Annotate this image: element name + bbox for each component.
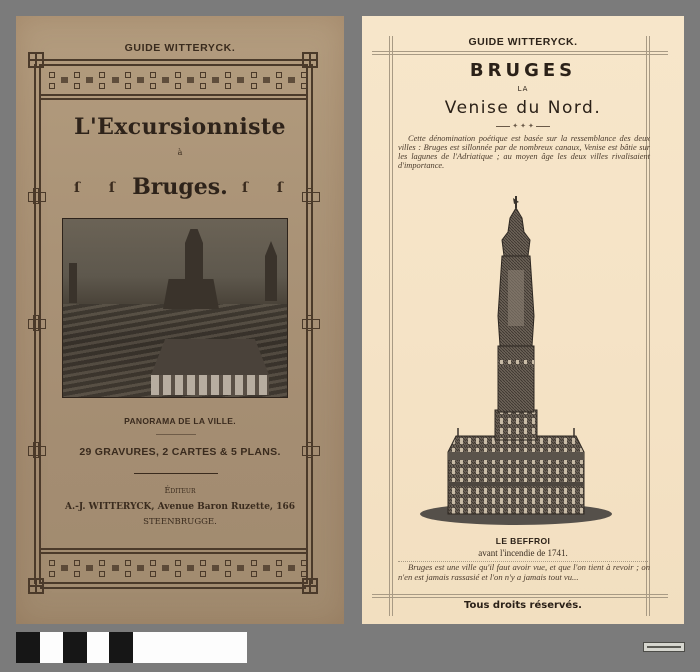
photo-church	[163, 279, 219, 309]
scale-segment	[16, 632, 40, 663]
swash-ornament-right: ſ ſ	[242, 180, 295, 196]
swash-ornament-left: ſ ſ	[74, 180, 127, 196]
knot-ornament	[28, 319, 46, 329]
fleuron-ornament: ✦ ✦ ✦	[482, 123, 564, 129]
cover-title: L'Excursionniste	[74, 114, 286, 140]
decorative-band-bottom	[46, 555, 310, 581]
decorative-band-top	[46, 67, 310, 93]
frame-line	[372, 597, 668, 598]
divider	[134, 473, 218, 474]
scale-segment	[87, 632, 109, 663]
frame-line	[40, 548, 306, 550]
frame-line	[40, 94, 306, 96]
frame-line	[40, 64, 306, 66]
scale-segment	[63, 632, 87, 663]
divider	[156, 434, 196, 435]
corner-ornament	[28, 578, 44, 594]
guide-label: GUIDE WITTERYCK.	[124, 42, 236, 54]
archive-label	[643, 642, 685, 652]
title-connector: LA	[517, 85, 529, 93]
corner-ornament	[302, 52, 318, 68]
corner-ornament	[28, 52, 44, 68]
cover-city: Bruges.	[132, 174, 228, 200]
frame-line	[40, 59, 306, 61]
rights-notice: Tous droits réservés.	[464, 600, 582, 611]
page-title: BRUGES	[469, 60, 577, 81]
photo-house	[151, 375, 269, 395]
frame-line	[392, 36, 393, 616]
intro-paragraph: Cette dénomination poétique est basée sur la ressemblance des deux villes : Bruges est sillonnée par de nombreux canaux, Venise est bâtie sur les lagunes de l'Adriatique ; au moyen âge les deux villes rivalisaient d'importance.	[398, 134, 650, 170]
knot-ornament	[302, 319, 320, 329]
guide-label: GUIDE WITTERYCK.	[468, 36, 578, 48]
cover-connector: à	[177, 148, 183, 157]
frame-line	[372, 594, 668, 595]
scale-segment	[40, 632, 63, 663]
contents-line: 29 GRAVURES, 2 CARTES & 5 PLANS.	[79, 446, 281, 458]
frame-line	[649, 36, 650, 616]
photo-caption: PANORAMA DE LA VILLE.	[124, 416, 236, 426]
illustration-subtitle: avant l'incendie de 1741.	[478, 548, 568, 558]
illustration-title: LE BEFFROI	[495, 536, 551, 546]
quote-paragraph: Bruges est une ville qu'il faut avoir vue, et que l'on tient à revoir ; on n'en est jamais rassasié et l'on n'y a jamais tout vu...	[398, 562, 650, 582]
inner-page	[362, 16, 684, 624]
frame-line	[40, 582, 306, 584]
photo-tower-right	[265, 241, 277, 301]
frame-line	[40, 98, 306, 100]
frame-line	[372, 54, 668, 55]
frame-line	[40, 552, 306, 554]
publisher-label: Éditeur	[164, 486, 196, 495]
panorama-photo	[62, 218, 288, 398]
cover-page	[16, 16, 344, 624]
publisher-name: A.-J. WITTERYCK, Avenue Baron Ruzette, 166	[65, 502, 295, 512]
color-scale-bar	[16, 632, 247, 663]
scale-segment	[109, 632, 133, 663]
frame-line	[372, 51, 668, 52]
photo-tower-left	[69, 263, 77, 303]
belfry-illustration	[418, 196, 614, 526]
frame-line	[40, 587, 306, 589]
frame-line	[646, 36, 647, 616]
frame-line	[389, 36, 390, 616]
page-subtitle: Venise du Nord.	[444, 98, 602, 118]
scale-segment	[133, 632, 247, 663]
photo-roof	[151, 339, 269, 375]
publisher-place: STEENBRUGGE.	[143, 517, 217, 527]
